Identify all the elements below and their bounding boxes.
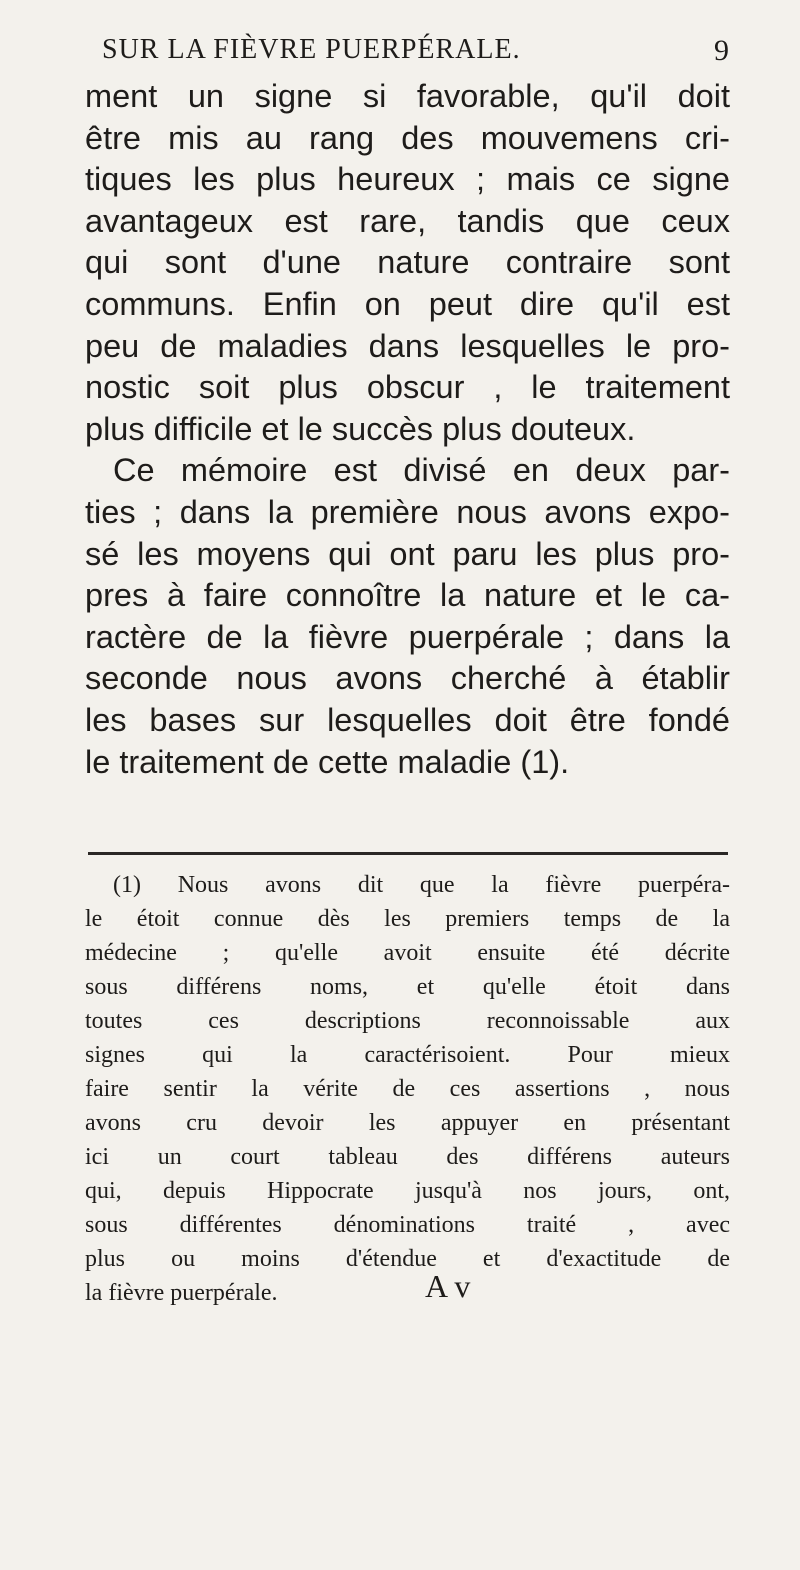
footnote-line: avons cru devoir les appuyer en présentant <box>85 1110 730 1136</box>
text-line: ties ; dans la première nous avons expo- <box>85 493 730 530</box>
footnote-line: médecine ; qu'elle avoit ensuite été décrite <box>85 940 730 966</box>
text-line: peu de maladies dans lesquelles le pro- <box>85 327 730 364</box>
footnote-line: faire sentir la vérite de ces assertions , nous <box>85 1076 730 1102</box>
signature-mark: A v <box>425 1268 471 1304</box>
text-line: seconde nous avons cherché à établir <box>85 660 730 697</box>
footnote-line: ici un court tableau des différens auteurs <box>85 1144 730 1170</box>
text-line: être mis au rang des mouvemens cri- <box>85 119 730 156</box>
text-line: plus difficile et le succès plus douteux. <box>85 410 636 447</box>
footnote-line: toutes ces descriptions reconnoissable aux <box>85 1008 730 1034</box>
footnote-line: signes qui la caractérisoient. Pour mieux <box>85 1042 730 1068</box>
text-line: communs. Enfin on peut dire qu'il est <box>85 285 730 322</box>
text-line: nostic soit plus obscur , le traitement <box>85 369 730 406</box>
page-number: 9 <box>714 34 730 67</box>
text-line: pres à faire connoître la nature et le ca- <box>85 577 730 614</box>
page-header <box>90 34 730 74</box>
text-line: tiques les plus heureux ; mais ce signe <box>85 161 730 198</box>
footnote-line: plus ou moins d'étendue et d'exactitude de <box>85 1246 730 1272</box>
footnote-line: le étoit connue dès les premiers temps de la <box>85 906 730 932</box>
text-line: qui sont d'une nature contraire sont <box>85 244 730 281</box>
footnote-line: qui, depuis Hippocrate jusqu'à nos jours, ont, <box>85 1178 730 1204</box>
text-line: Ce mémoire est divisé en deux par- <box>113 452 730 489</box>
footnote-divider <box>88 852 728 855</box>
footnote-line: (1) Nous avons dit que la fièvre puerpéra- <box>113 872 730 898</box>
footnote-line: sous différens noms, et qu'elle étoit dans <box>85 974 730 1000</box>
text-line: ment un signe si favorable, qu'il doit <box>85 78 730 114</box>
footnote <box>85 868 730 1310</box>
footnote-line: sous différentes dénominations traité , avec <box>85 1212 730 1238</box>
text-line: sé les moyens qui ont paru les plus pro- <box>85 535 730 572</box>
running-title: SUR LA FIÈVRE PUERPÉRALE. <box>102 34 521 65</box>
main-text <box>85 76 730 783</box>
text-line: les bases sur lesquelles doit être fondé <box>85 701 730 738</box>
text-line: avantageux est rare, tandis que ceux <box>85 202 730 239</box>
text-line: ractère de la fièvre puerpérale ; dans la <box>85 618 730 655</box>
footnote-line: la fièvre puerpérale. <box>85 1280 278 1306</box>
text-line: le traitement de cette maladie (1). <box>85 743 570 780</box>
